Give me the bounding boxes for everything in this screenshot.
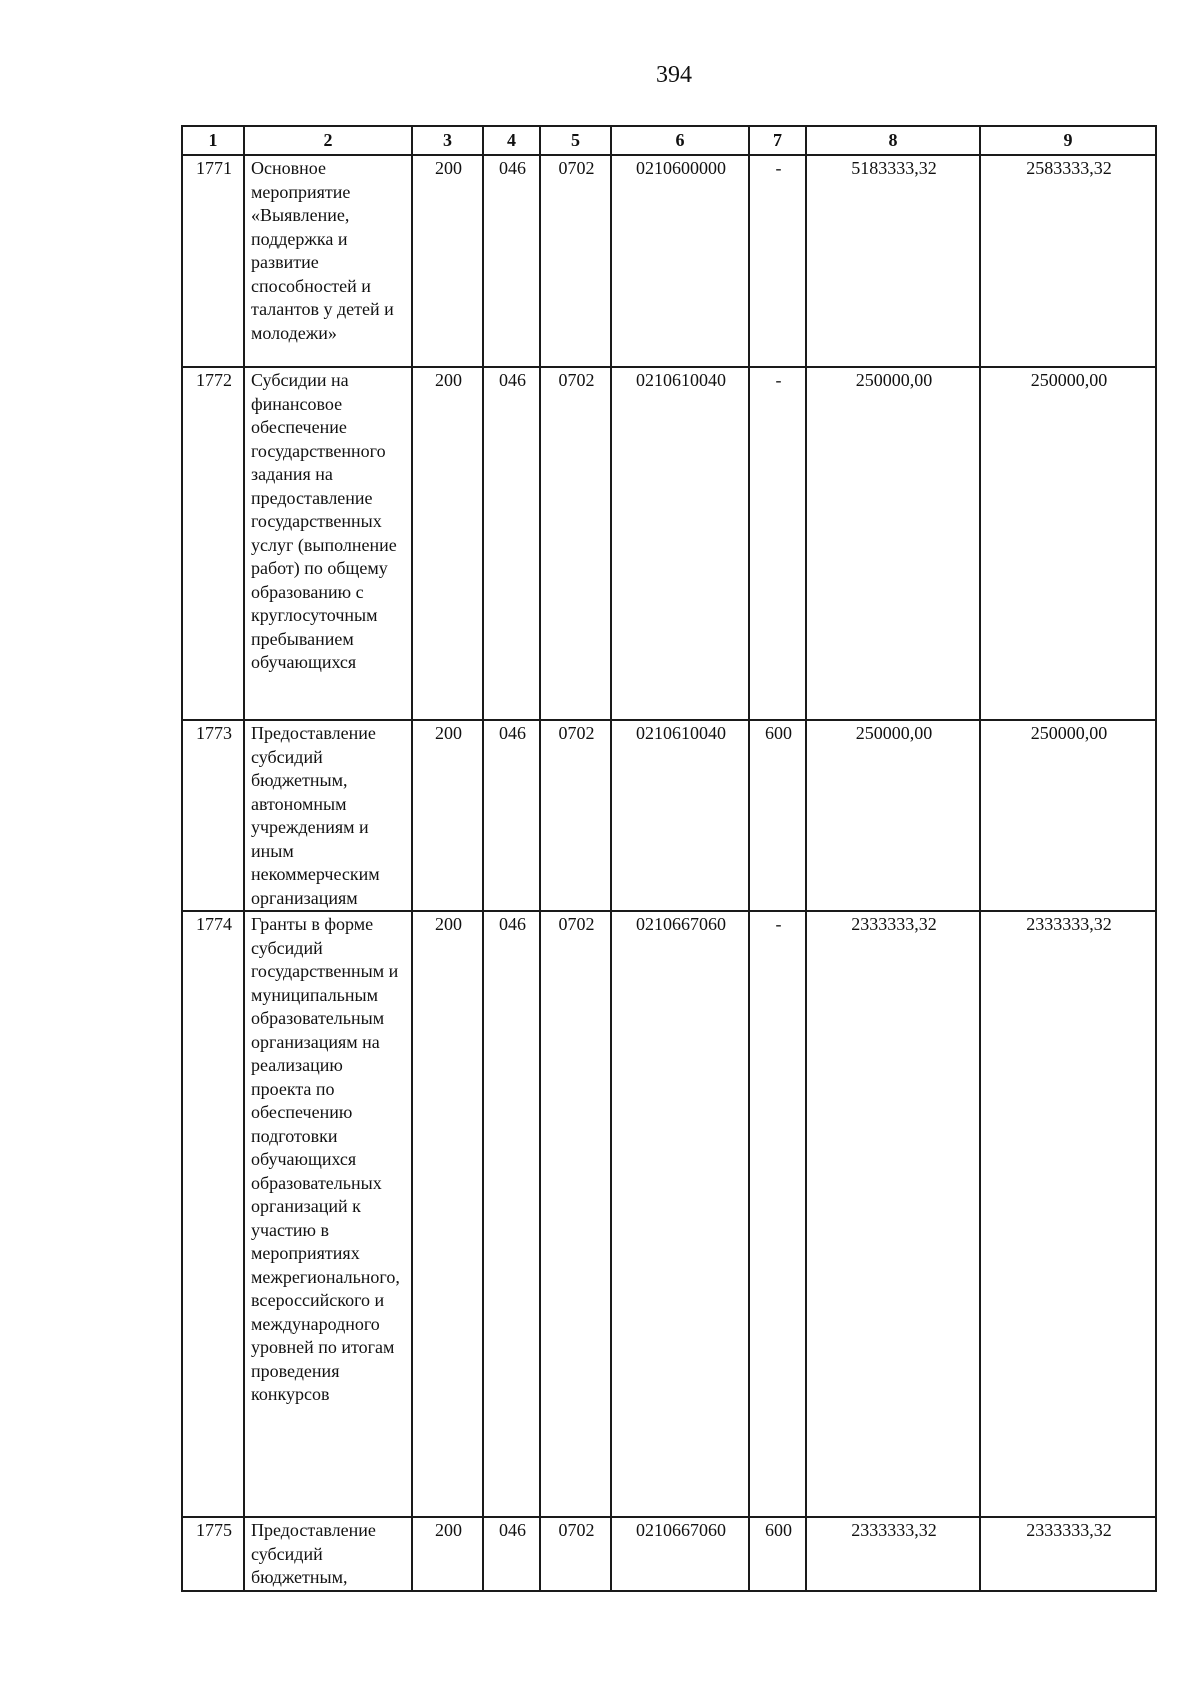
row-col-6: 0210667060 [611,911,749,1517]
header-cell-8: 8 [806,126,980,155]
row-number: 1772 [182,367,244,720]
row-col-5: 0702 [540,911,611,1517]
row-col-9: 250000,00 [980,720,1156,911]
row-col-3: 200 [412,911,483,1517]
row-col-9: 2333333,32 [980,1517,1156,1591]
row-col-4: 046 [483,155,540,367]
row-col-7: 600 [749,720,806,911]
budget-table [181,125,1157,1592]
row-col-7: - [749,367,806,720]
row-col-3: 200 [412,720,483,911]
header-cell-7: 7 [749,126,806,155]
row-col-7: - [749,911,806,1517]
row-col-5: 0702 [540,367,611,720]
row-number: 1771 [182,155,244,367]
row-col-9: 2333333,32 [980,911,1156,1517]
row-col-3: 200 [412,367,483,720]
table-row [182,1517,1156,1591]
row-col-8: 250000,00 [806,367,980,720]
header-cell-6: 6 [611,126,749,155]
row-number: 1774 [182,911,244,1517]
row-col-4: 046 [483,720,540,911]
row-col-4: 046 [483,1517,540,1591]
row-col-9: 2583333,32 [980,155,1156,367]
row-col-7: - [749,155,806,367]
row-name: Предоставление субсидий бюджетным, автономным учреждениям и иным некоммерческим организациям [244,720,412,911]
row-col-5: 0702 [540,720,611,911]
header-cell-2: 2 [244,126,412,155]
table-row [182,911,1156,1517]
row-col-8: 2333333,32 [806,1517,980,1591]
row-col-7: 600 [749,1517,806,1591]
row-col-9: 250000,00 [980,367,1156,720]
row-col-8: 250000,00 [806,720,980,911]
header-cell-3: 3 [412,126,483,155]
row-col-6: 0210610040 [611,720,749,911]
row-col-6: 0210610040 [611,367,749,720]
row-name: Субсидии на финансовое обеспечение государственного задания на предоставление государственных услуг (выполнение работ) по общему образованию с круглосуточным пребыванием обучающихся [244,367,412,720]
row-name: Гранты в форме субсидий государственным и муниципальным образовательным организациям на реализацию проекта по обеспечению подготовки обучающихся образовательных организаций к участию в мероприятиях межрегионального, всероссийского и международного уровней по итогам проведения конкурсов [244,911,412,1517]
row-col-4: 046 [483,367,540,720]
row-col-3: 200 [412,1517,483,1591]
row-col-5: 0702 [540,155,611,367]
row-col-8: 2333333,32 [806,911,980,1517]
row-name: Предоставление субсидий бюджетным, [244,1517,412,1591]
header-cell-5: 5 [540,126,611,155]
row-name: Основное мероприятие «Выявление, поддержка и развитие способностей и талантов у детей и молодежи» [244,155,412,367]
row-col-6: 0210667060 [611,1517,749,1591]
page-number: 394 [656,62,692,88]
row-col-5: 0702 [540,1517,611,1591]
row-col-4: 046 [483,911,540,1517]
row-col-8: 5183333,32 [806,155,980,367]
row-col-3: 200 [412,155,483,367]
table-row [182,720,1156,911]
header-cell-1: 1 [182,126,244,155]
row-number: 1773 [182,720,244,911]
header-cell-9: 9 [980,126,1156,155]
table-row [182,367,1156,720]
header-row [182,126,1156,155]
row-number: 1775 [182,1517,244,1591]
table-row [182,155,1156,367]
row-col-6: 0210600000 [611,155,749,367]
header-cell-4: 4 [483,126,540,155]
